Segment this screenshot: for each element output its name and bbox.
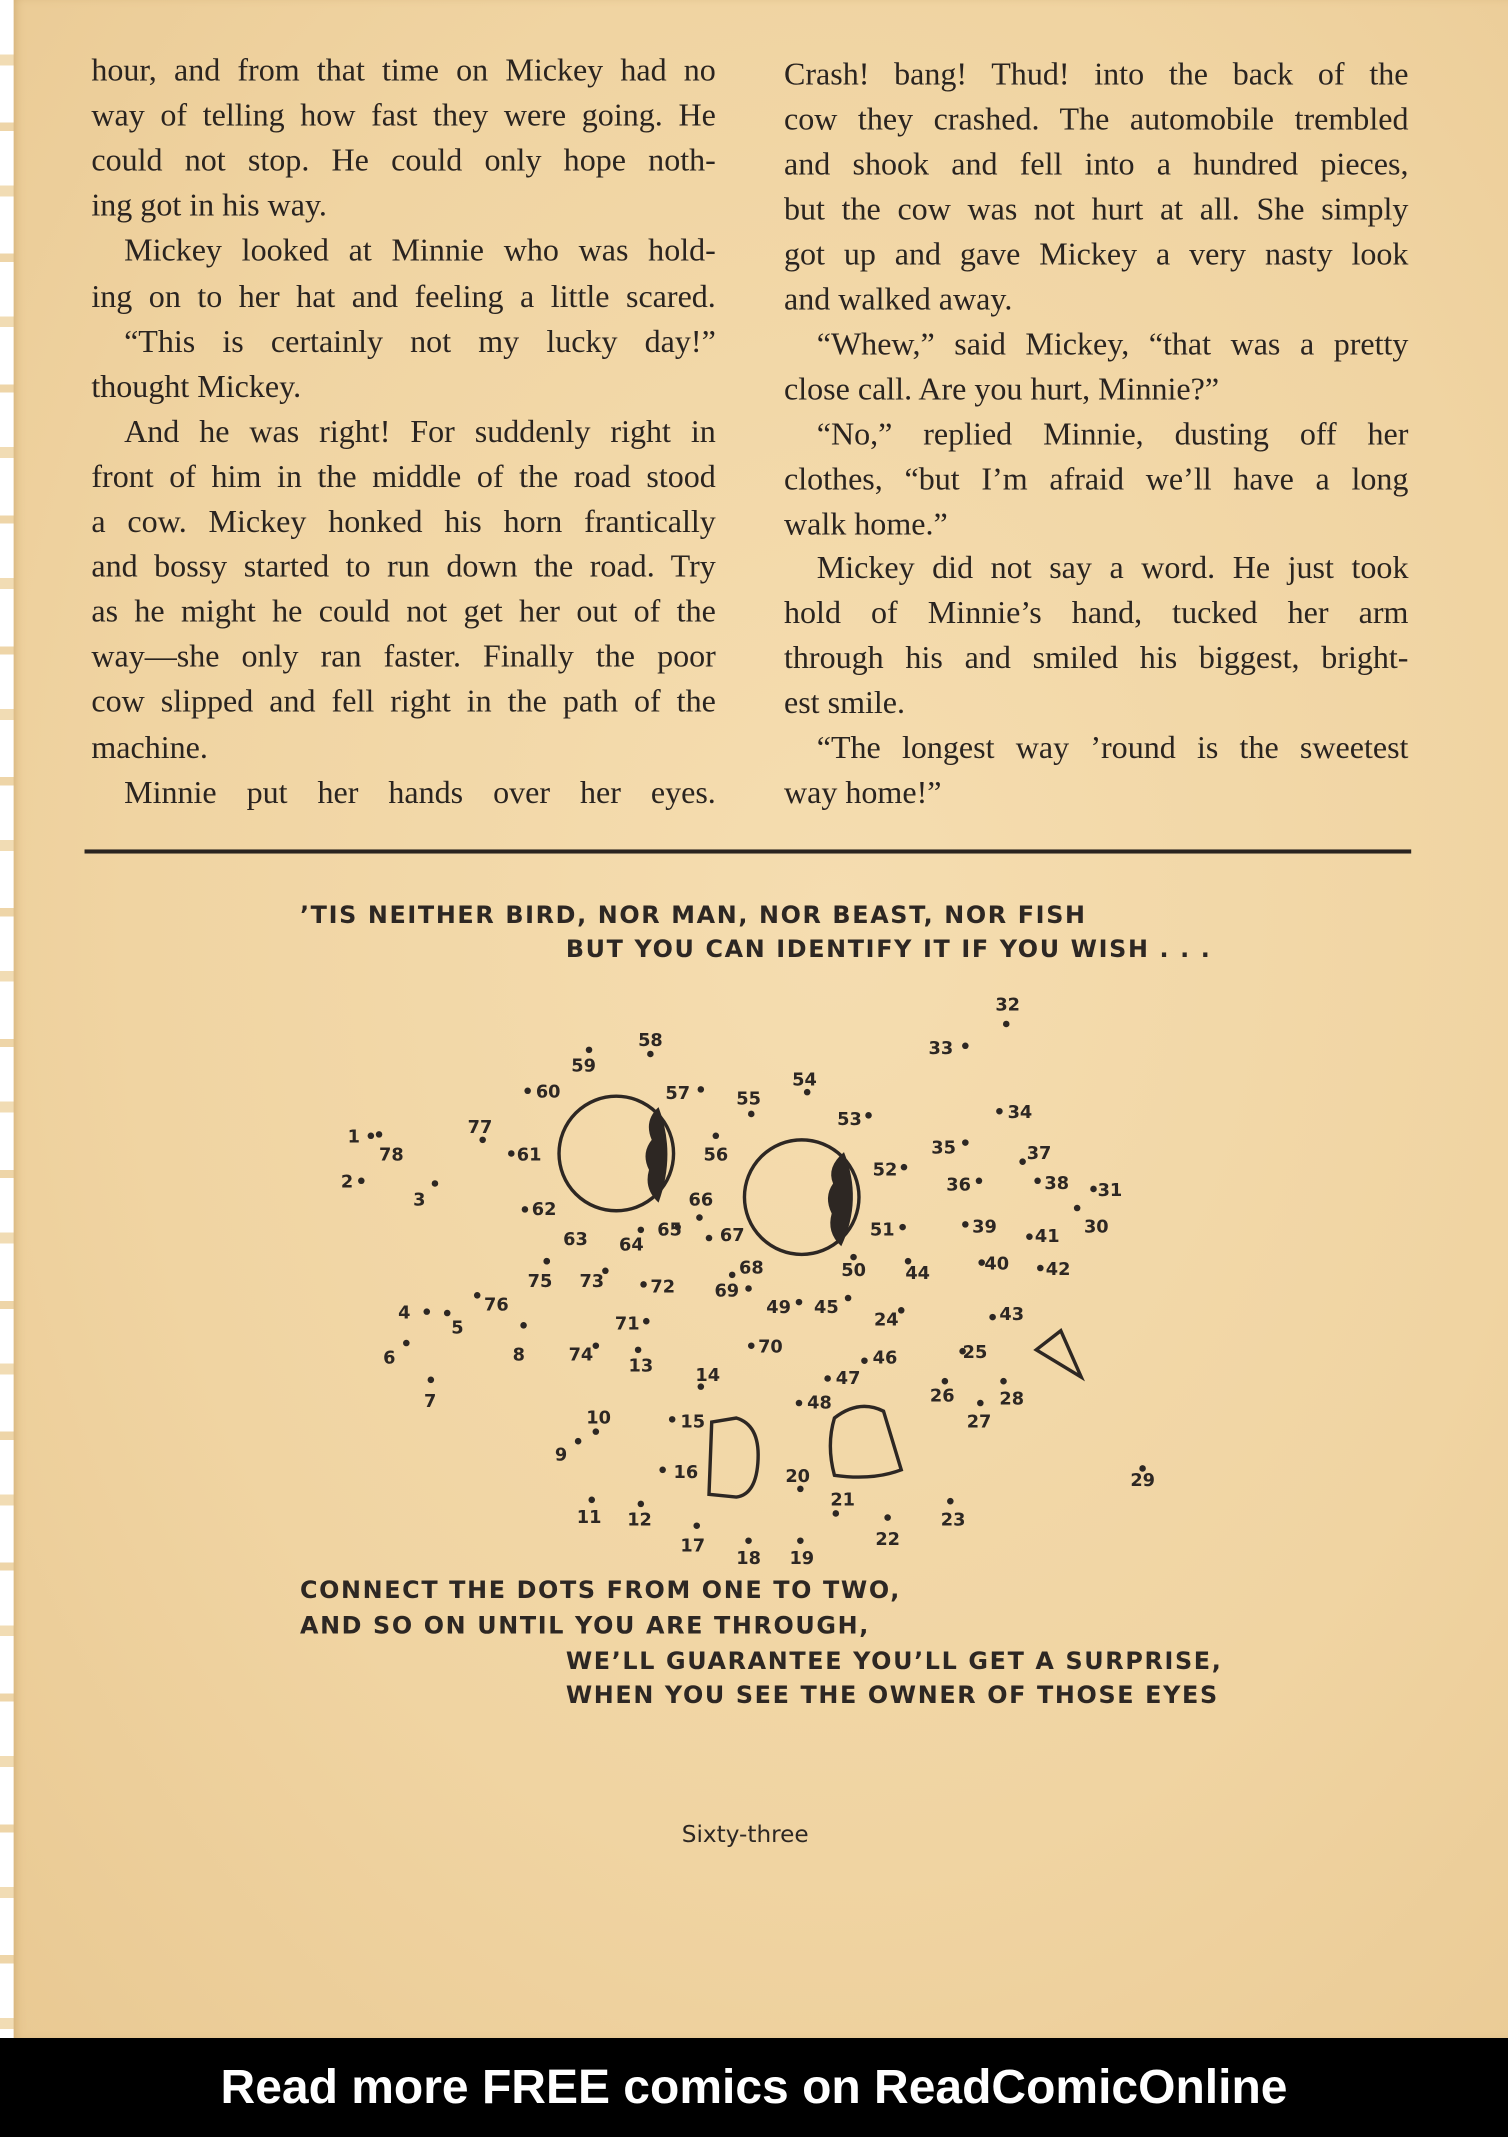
puzzle-dot (745, 1285, 752, 1292)
puzzle-dot (593, 1342, 600, 1349)
page-number: Sixty-three (681, 1821, 809, 1849)
story-text-line: Mickey did not say a word. He just took (816, 551, 1409, 587)
caption-line-3: WE’LL GUARANTEE YOU’LL GET A SURPRISE, (565, 1648, 1223, 1676)
puzzle-dot-label: 45 (813, 1298, 839, 1319)
puzzle-dot-label: 28 (999, 1389, 1025, 1410)
puzzle-dot (432, 1180, 439, 1187)
puzzle-dot (1000, 1378, 1007, 1385)
puzzle-dot-label: 52 (872, 1160, 898, 1181)
story-text-line: a cow. Mickey honked his horn frantically (91, 504, 716, 540)
puzzle-dot-label: 20 (785, 1467, 811, 1488)
puzzle-dot-label: 4 (398, 1303, 411, 1324)
story-text-line: clothes, “but I’m afraid we’ll have a long (783, 461, 1409, 498)
puzzle-dot-label: 14 (695, 1366, 721, 1387)
puzzle-dot (1090, 1186, 1097, 1193)
puzzle-dot (898, 1307, 905, 1314)
puzzle-dot (588, 1497, 595, 1504)
story-text-line: front of him in the middle of the road stood (91, 459, 716, 495)
story-text-line: “No,” replied Minnie, dusting off her (816, 416, 1409, 453)
puzzle-dot-label: 68 (739, 1258, 764, 1279)
puzzle-dot (520, 1322, 527, 1329)
puzzle-dot-label: 53 (837, 1109, 862, 1130)
puzzle-dot-label: 59 (571, 1056, 596, 1077)
puzzle-dot (358, 1177, 365, 1184)
puzzle-dot-label: 58 (638, 1030, 663, 1051)
puzzle-dot (977, 1400, 984, 1407)
puzzle-dot (368, 1132, 375, 1139)
puzzle-dot (647, 1051, 654, 1058)
puzzle-dot (524, 1088, 531, 1095)
puzzle-dot-label: 35 (931, 1138, 956, 1159)
puzzle-dot (1003, 1021, 1010, 1028)
triangle-shape (1036, 1331, 1081, 1377)
puzzle-dot-label: 55 (736, 1089, 761, 1110)
puzzle-dot (962, 1139, 969, 1146)
puzzle-dot (824, 1375, 831, 1382)
puzzle-dot (942, 1378, 949, 1385)
puzzle-dot-label: 31 (1097, 1180, 1123, 1201)
story-text-line: Minnie put her hands over her eyes. (124, 775, 716, 811)
puzzle-dot (693, 1522, 700, 1529)
puzzle-dot (586, 1047, 593, 1054)
puzzle-dot (947, 1498, 954, 1505)
puzzle-dot-label: 5 (451, 1318, 464, 1339)
puzzle-dot-label: 44 (905, 1263, 931, 1284)
puzzle-dot (444, 1310, 451, 1317)
puzzle-dot-label: 29 (1130, 1471, 1155, 1492)
story-text-line: ing on to her hat and feeling a little scared. (91, 278, 716, 315)
puzzle-dot (865, 1112, 872, 1119)
puzzle-dot-label: 3 (413, 1190, 426, 1211)
puzzle-dot-label: 39 (972, 1217, 997, 1238)
puzzle-dot (643, 1318, 650, 1325)
puzzle-dot (901, 1164, 908, 1171)
puzzle-dot (638, 1227, 645, 1234)
puzzle-dot-label: 50 (841, 1261, 866, 1282)
puzzle-dot-label: 18 (736, 1548, 761, 1569)
story-text-line: cow slipped and fell right in the path of the (91, 684, 716, 721)
puzzle-dot (845, 1295, 852, 1302)
right-foot-shape (830, 1406, 901, 1477)
story-text-line: and walked away. (783, 281, 1013, 318)
puzzle-dot-label: 64 (619, 1235, 644, 1256)
story-text-line: thought Mickey. (91, 369, 302, 405)
puzzle-dot-label: 34 (1007, 1103, 1033, 1124)
puzzle-dot (403, 1340, 410, 1347)
story-text-line: and bossy started to run down the road. Try (91, 549, 716, 586)
puzzle-dot (669, 1416, 676, 1423)
puzzle-dot (696, 1214, 703, 1221)
puzzle-dot (1037, 1265, 1044, 1272)
puzzle-dot (706, 1235, 713, 1242)
story-text-line: hour, and from that time on Mickey had no (91, 53, 716, 89)
story-text-line: got up and gave Mickey a very nasty look (783, 236, 1409, 273)
puzzle-dot (962, 1043, 969, 1050)
puzzle-dot (1019, 1158, 1026, 1165)
puzzle-dot (989, 1314, 996, 1321)
puzzle-dot (996, 1108, 1003, 1115)
story-text-line: “The longest way ’round is the sweetest (816, 731, 1409, 767)
puzzle-dot (797, 1537, 804, 1544)
puzzle-dot-label: 24 (873, 1310, 899, 1331)
puzzle-dot-label: 61 (516, 1145, 542, 1166)
story-text-line: way home!” (783, 776, 942, 812)
puzzle-dot (698, 1086, 705, 1093)
puzzle-dot (376, 1131, 383, 1138)
story-text-line: way—she only ran faster. Finally the poor (91, 639, 716, 676)
puzzle-dot (508, 1150, 515, 1157)
puzzle-dot (1034, 1177, 1041, 1184)
puzzle-dot-label: 37 (1026, 1143, 1052, 1164)
story-text-line: walk home.” (783, 506, 948, 542)
puzzle-dot-label: 9 (554, 1445, 568, 1466)
puzzle-dot (796, 1299, 803, 1306)
puzzle-dot-label: 77 (467, 1118, 493, 1139)
story-text-line: hold of Minnie’s hand, tucked her arm (783, 596, 1409, 632)
story-text-line: “This is certainly not my lucky day!” (124, 323, 716, 360)
puzzle-dot-label: 2 (340, 1172, 354, 1193)
story-text-line: Mickey looked at Minnie who was hold- (124, 233, 716, 270)
story-text-line: and shook and fell into a hundred pieces, (783, 147, 1409, 183)
puzzle-dot (575, 1438, 582, 1445)
story-text-line: machine. (91, 730, 208, 766)
puzzle-dot-label: 72 (650, 1277, 676, 1298)
puzzle-dot-label: 47 (835, 1368, 861, 1389)
story-text-line: way of telling how fast they were going. He (91, 98, 716, 134)
puzzle-dot-label: 54 (792, 1070, 817, 1091)
puzzle-dot-label: 7 (424, 1392, 437, 1413)
puzzle-heading-line-1: ’TIS NEITHER BIRD, NOR MAN, NOR BEAST, NOR FISH (299, 902, 1087, 930)
story-text-line: could not stop. He could only hope noth- (91, 143, 716, 179)
puzzle-dot (861, 1357, 868, 1364)
puzzle-dot-label: 32 (995, 995, 1021, 1016)
puzzle-dot-label: 75 (527, 1272, 553, 1293)
puzzle-dot (796, 1400, 803, 1407)
caption-line-1: CONNECT THE DOTS FROM ONE TO TWO, (299, 1577, 901, 1605)
puzzle-dot-label: 12 (627, 1510, 652, 1531)
puzzle-dot-label: 62 (531, 1199, 557, 1220)
puzzle-dot-label: 16 (673, 1463, 699, 1484)
puzzle-dot-label: 76 (484, 1295, 509, 1316)
puzzle-dot-label: 56 (703, 1145, 729, 1166)
puzzle-dot-label: 48 (807, 1393, 832, 1414)
puzzle-dot-label: 19 (789, 1548, 815, 1569)
puzzle-dot (884, 1514, 891, 1521)
promo-banner[interactable]: Read more FREE comics on ReadComicOnline (0, 2038, 1508, 2137)
puzzle-dot (640, 1281, 647, 1288)
puzzle-dot (962, 1221, 969, 1228)
puzzle-dot-label: 63 (563, 1229, 588, 1250)
puzzle-dot-label: 38 (1044, 1173, 1070, 1194)
puzzle-dot-label: 27 (966, 1412, 992, 1433)
puzzle-dot-label: 25 (962, 1343, 988, 1364)
story-text-line: est smile. (783, 686, 906, 722)
puzzle-dot-label: 10 (586, 1408, 611, 1429)
puzzle-dot-label: 57 (665, 1083, 691, 1104)
story-text-line: close call. Are you hurt, Minnie?” (783, 371, 1220, 408)
puzzle-dot-label: 42 (1045, 1259, 1071, 1280)
puzzle-dot-label: 26 (929, 1386, 955, 1407)
puzzle-dot (635, 1347, 642, 1354)
puzzle-dot-label: 30 (1083, 1217, 1109, 1238)
puzzle-dot (543, 1258, 550, 1265)
puzzle-dot-label: 49 (766, 1298, 791, 1319)
puzzle-dot (428, 1377, 435, 1384)
puzzle-dot-label: 21 (830, 1490, 856, 1511)
left-foot-shape (709, 1418, 758, 1497)
puzzle-dot (729, 1272, 736, 1279)
puzzle-dot-label: 22 (875, 1529, 901, 1550)
puzzle-dot (638, 1501, 645, 1508)
puzzle-dot (748, 1342, 755, 1349)
story-text-line: through his and smiled his biggest, bright- (783, 641, 1409, 677)
puzzle-dot-label: 1 (347, 1127, 361, 1148)
puzzle-dot (833, 1510, 840, 1517)
puzzle-dot-label: 46 (872, 1348, 898, 1369)
puzzle-dot (474, 1292, 481, 1299)
puzzle-dot-label: 69 (714, 1281, 740, 1302)
puzzle-dot-label: 11 (576, 1507, 602, 1528)
puzzle-dot (1026, 1233, 1033, 1240)
puzzle-dot-label: 78 (379, 1145, 404, 1166)
caption-line-2: AND SO ON UNTIL YOU ARE THROUGH, (299, 1612, 870, 1641)
puzzle-dot (593, 1428, 600, 1435)
puzzle-dot-label: 40 (984, 1254, 1010, 1275)
puzzle-dot-label: 60 (535, 1082, 561, 1103)
puzzle-dot (748, 1111, 755, 1118)
puzzle-dot-label: 73 (579, 1272, 605, 1293)
puzzle-dot-label: 17 (680, 1536, 706, 1557)
puzzle-dot-label: 23 (940, 1510, 966, 1531)
caption-line-4: WHEN YOU SEE THE OWNER OF THOSE EYES (565, 1682, 1219, 1710)
puzzle-dot-label: 6 (383, 1348, 396, 1369)
puzzle-dot (745, 1537, 752, 1544)
puzzle-dot-label: 71 (614, 1314, 640, 1335)
puzzle-dot-label: 66 (688, 1190, 714, 1211)
puzzle-dot-label: 51 (869, 1220, 895, 1241)
puzzle-dot-label: 15 (680, 1412, 706, 1433)
puzzle-dot-label: 13 (628, 1356, 654, 1377)
puzzle-dot-label: 70 (758, 1337, 783, 1358)
puzzle-dot (850, 1254, 857, 1261)
story-text-line: “Whew,” said Mickey, “that was a pretty (816, 326, 1409, 363)
story-text-line: as he might he could not get her out of the (91, 594, 716, 631)
puzzle-dot (659, 1467, 666, 1474)
story-text-line: but the cow was not hurt at all. She simply (783, 192, 1409, 228)
puzzle-dot-label: 36 (946, 1175, 971, 1196)
story-text-line: And he was right! For suddenly right in (124, 414, 716, 450)
puzzle-dot (899, 1224, 906, 1231)
puzzle-dot (713, 1132, 720, 1139)
puzzle-dot-label: 74 (568, 1345, 594, 1366)
story-text-line: cow they crashed. The automobile trembled (783, 102, 1409, 138)
puzzle-dot-label: 41 (1034, 1227, 1060, 1248)
puzzle-dot (423, 1308, 430, 1315)
puzzle-dot (522, 1206, 529, 1213)
story-text-line: Crash! bang! Thud! into the back of the (783, 57, 1409, 93)
puzzle-dot-label: 33 (928, 1038, 954, 1059)
puzzle-dot (1074, 1205, 1081, 1212)
story-text-line: ing got in his way. (91, 188, 327, 225)
puzzle-heading-line-2: BUT YOU CAN IDENTIFY IT IF YOU WISH . . . (565, 936, 1212, 964)
puzzle-dot-label: 8 (512, 1345, 526, 1366)
puzzle-dot-label: 67 (719, 1225, 745, 1246)
puzzle-dot-label: 65 (657, 1220, 682, 1241)
puzzle-dot-label: 43 (999, 1304, 1025, 1325)
puzzle-dot (976, 1177, 983, 1184)
